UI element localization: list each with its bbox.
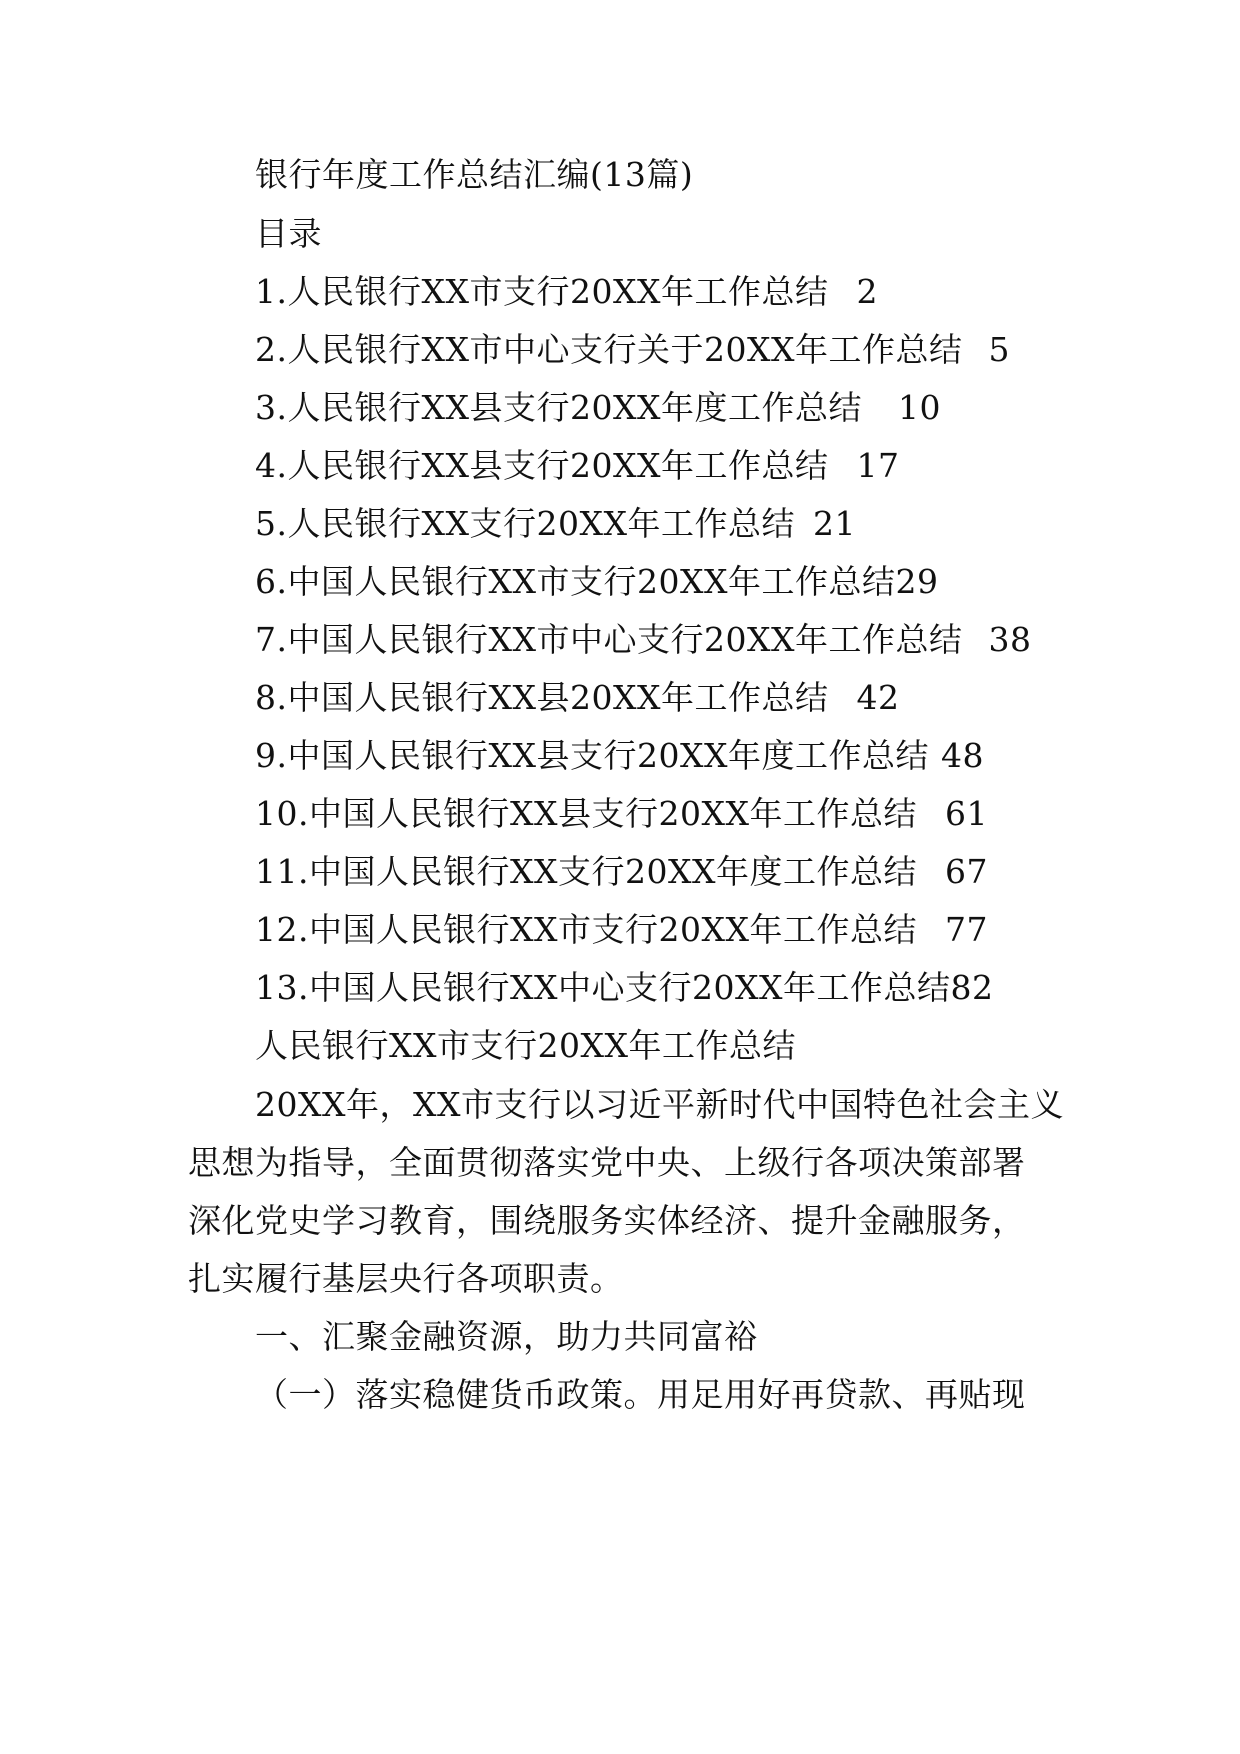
paragraph-line: 深化党史学习教育，围绕服务实体经济、提升金融服务，: [188, 1201, 1026, 1240]
toc-entry[interactable]: [255, 446, 899, 486]
toc-entry-page: 10: [897, 388, 941, 427]
heading-level-1: 一、汇聚金融资源，助力共同富裕: [255, 1317, 758, 1356]
toc-entry[interactable]: [255, 910, 988, 950]
toc-entry-text: 3.人民银行XX县支行20XX年度工作总结: [255, 388, 862, 427]
toc-entry-page: 21: [812, 504, 856, 543]
document-title: 银行年度工作总结汇编(13篇): [255, 155, 694, 194]
toc-entry-page: 61: [944, 794, 988, 833]
toc-entry[interactable]: [255, 504, 856, 544]
toc-entry[interactable]: [255, 852, 988, 892]
toc-entry-page: 77: [944, 910, 988, 949]
toc-entry-page: 67: [944, 852, 988, 891]
toc-entry-text: 4.人民银行XX县支行20XX年工作总结: [255, 446, 829, 485]
toc-entry-text: 7.中国人民银行XX市中心支行20XX年工作总结: [255, 620, 963, 659]
toc-entry[interactable]: [255, 272, 878, 312]
toc-entry-page: 38: [988, 620, 1032, 659]
paragraph-line: 20XX年，XX市支行以习近平新时代中国特色社会主义: [255, 1085, 1064, 1124]
toc-entry-text: 12.中国人民银行XX市支行20XX年工作总结: [255, 910, 917, 949]
toc-entry-text: 2.人民银行XX市中心支行关于20XX年工作总结: [255, 330, 963, 369]
toc-entry-page: 82: [950, 968, 994, 1007]
toc-entry[interactable]: [255, 794, 988, 834]
toc-entry[interactable]: [255, 330, 1010, 370]
toc-entry-page: 29: [895, 562, 939, 601]
section-title: 人民银行XX市支行20XX年工作总结: [255, 1026, 796, 1065]
toc-entry-text: 10.中国人民银行XX县支行20XX年工作总结: [255, 794, 917, 833]
toc-entry[interactable]: [255, 388, 941, 428]
toc-entry-text: 8.中国人民银行XX县20XX年工作总结: [255, 678, 829, 717]
toc-entry-text: 9.中国人民银行XX县支行20XX年度工作总结: [255, 736, 929, 775]
toc-entry-text: 5.人民银行XX支行20XX年工作总结: [255, 504, 795, 543]
toc-entry-text: 6.中国人民银行XX市支行20XX年工作总结: [255, 562, 896, 601]
subheading: （一）落实稳健货币政策。用足用好再贷款、再贴现: [255, 1375, 1026, 1414]
toc-entry[interactable]: [255, 620, 1031, 660]
paragraph-line: 思想为指导，全面贯彻落实党中央、上级行各项决策部署: [188, 1143, 1026, 1182]
toc-entry-page: 5: [988, 330, 1010, 369]
toc-heading: 目录: [255, 214, 322, 253]
toc-entry-page: 42: [856, 678, 900, 717]
toc-entry[interactable]: [255, 562, 938, 602]
toc-entry[interactable]: [255, 968, 993, 1008]
toc-entry[interactable]: [255, 736, 984, 776]
toc-entry-page: 17: [856, 446, 900, 485]
toc-entry[interactable]: [255, 678, 899, 718]
toc-entry-text: 1.人民银行XX市支行20XX年工作总结: [255, 272, 829, 311]
toc-entry-text: 13.中国人民银行XX中心支行20XX年工作总结: [255, 968, 951, 1007]
toc-entry-page: 2: [856, 272, 878, 311]
toc-entry-text: 11.中国人民银行XX支行20XX年度工作总结: [255, 852, 917, 891]
paragraph-line: 扎实履行基层央行各项职责。: [188, 1259, 624, 1298]
toc-entry-page: 48: [940, 736, 984, 775]
